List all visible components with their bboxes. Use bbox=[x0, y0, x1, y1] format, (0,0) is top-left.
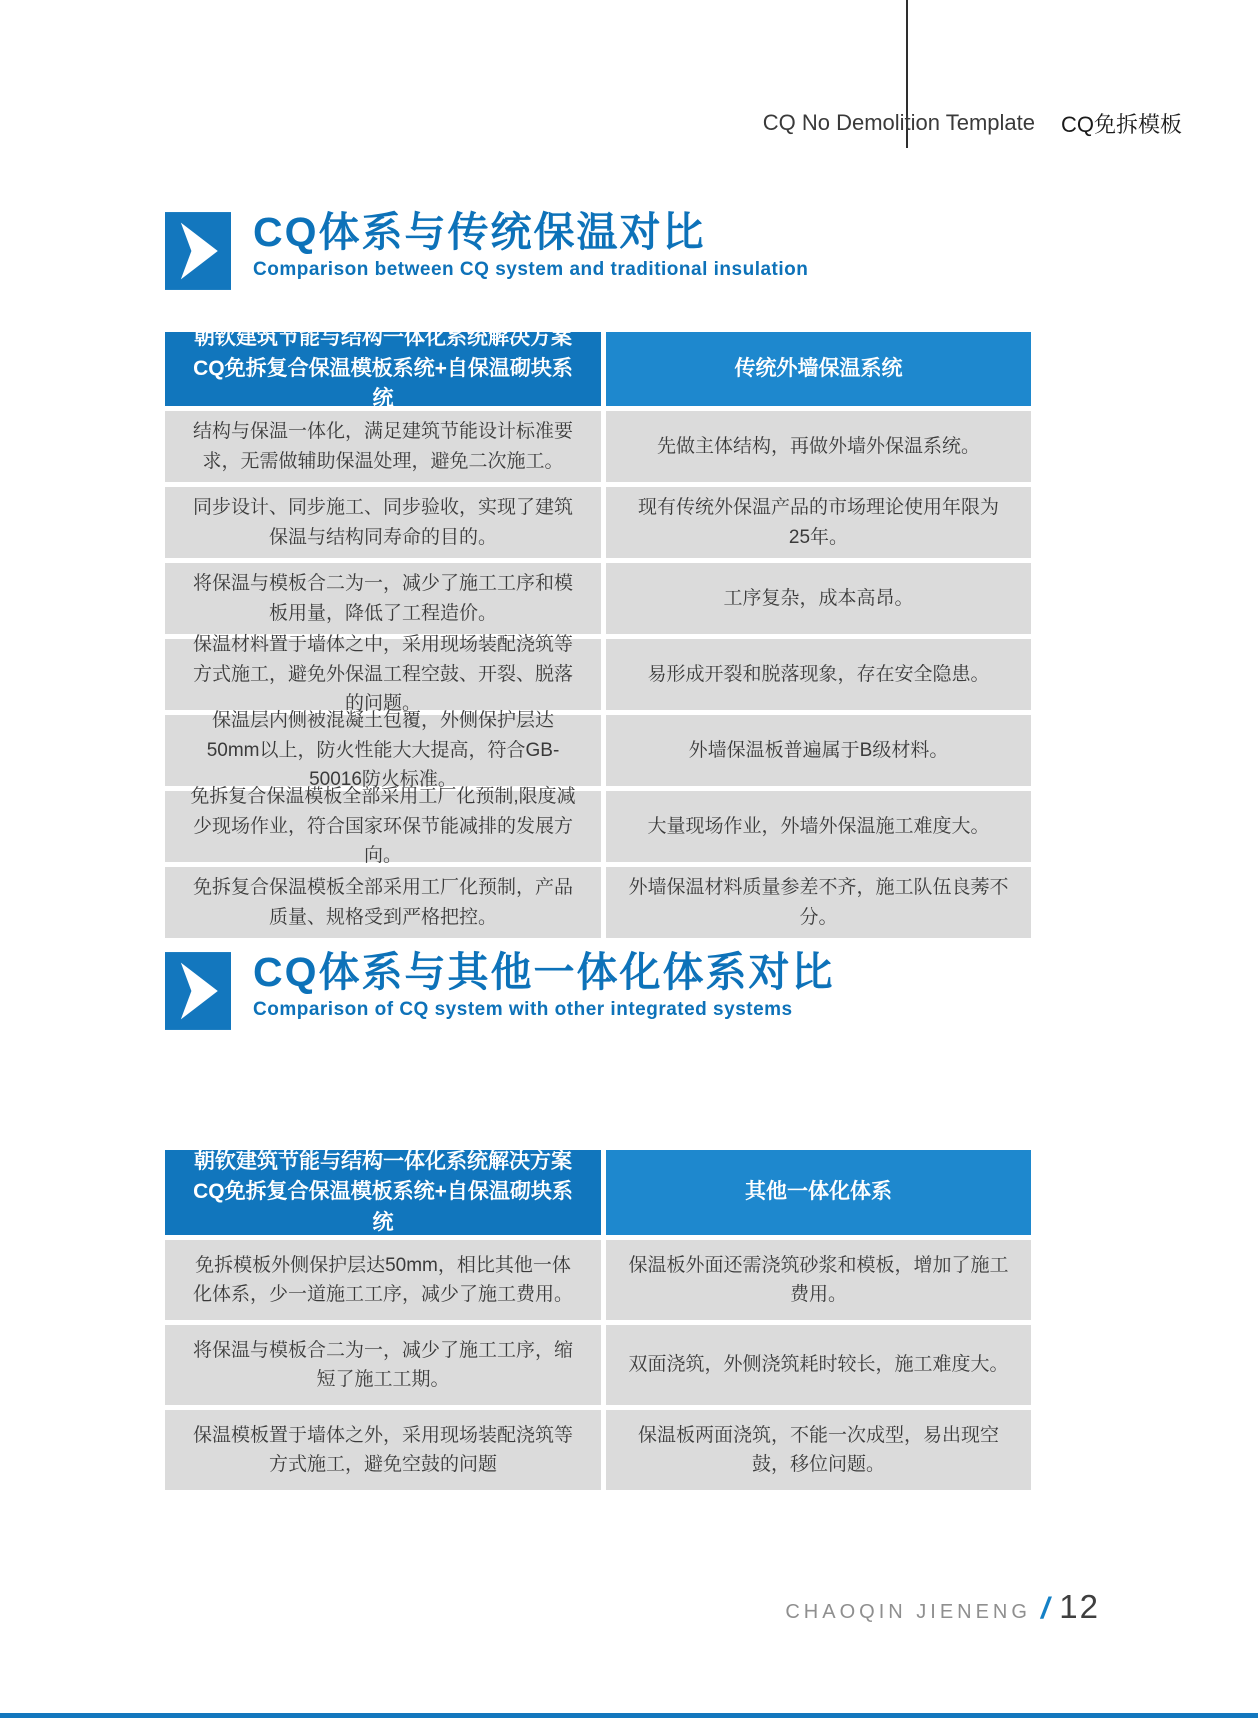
table1-header-traditional: 传统外墙保温系统 bbox=[606, 332, 1031, 406]
section-2-subtitle: Comparison of CQ system with other integrated systems bbox=[253, 999, 793, 1021]
footer-accent-line bbox=[0, 1713, 1258, 1718]
comparison-table-integrated bbox=[165, 1150, 1031, 1490]
table-row-cell: 工序复杂，成本高昂。 bbox=[606, 563, 1031, 634]
table-row-cell: 外墙保温材料质量参差不齐，施工队伍良莠不分。 bbox=[606, 867, 1031, 938]
section-1-heading bbox=[165, 210, 1045, 290]
table2-header-cq bbox=[165, 1150, 601, 1235]
footer-page-number: 12 bbox=[1059, 1588, 1100, 1625]
table-row-cell: 先做主体结构，再做外墙外保温系统。 bbox=[606, 411, 1031, 482]
page-header-english: CQ No Demolition Template bbox=[762, 110, 1035, 135]
table-row-cell: 将保温与模板合二为一，减少了施工工序，缩短了施工工期。 bbox=[165, 1325, 601, 1405]
footer-slash: / bbox=[1040, 1592, 1050, 1625]
table-row-cell: 免拆复合保温模板全部采用工厂化预制，产品质量、规格受到严格把控。 bbox=[165, 867, 601, 938]
section-2-titles bbox=[253, 950, 835, 1021]
table-row-cell: 免拆复合保温模板全部采用工厂化预制,限度减少现场作业，符合国家环保节能减排的发展方向。 bbox=[165, 791, 601, 862]
table-row-cell: 现有传统外保温产品的市场理论使用年限为25年。 bbox=[606, 487, 1031, 558]
footer-brand: CHAOQIN JIENENG bbox=[785, 1601, 1031, 1623]
table-row-cell: 将保温与模板合二为一，减少了施工工序和模板用量，降低了工程造价。 bbox=[165, 563, 601, 634]
section-1-titles bbox=[253, 210, 808, 281]
table1-header-cq-line1: 朝钦建筑节能与结构一体化系统解决方案 bbox=[194, 326, 572, 350]
table-row-cell: 同步设计、同步施工、同步验收，实现了建筑保温与结构同寿命的目的。 bbox=[165, 487, 601, 558]
table1-header-cq bbox=[165, 326, 601, 411]
table-row-cell: 双面浇筑，外侧浇筑耗时较长，施工难度大。 bbox=[606, 1325, 1031, 1405]
table-row-cell: 保温板外面还需浇筑砂浆和模板，增加了施工费用。 bbox=[606, 1240, 1031, 1320]
table-row-cell: 外墙保温板普遍属于B级材料。 bbox=[606, 715, 1031, 786]
table-row-cell: 保温层内侧被混凝土包覆，外侧保护层达50mm以上，防火性能大大提高，符合GB-50016防火标准。 bbox=[165, 715, 601, 786]
table2-header-other: 其他一体化体系 bbox=[606, 1150, 1031, 1235]
table-row-cell: 保温模板置于墙体之外，采用现场装配浇筑等方式施工，避免空鼓的问题 bbox=[165, 1410, 601, 1490]
table-row-cell: 免拆模板外侧保护层达50mm，相比其他一体化体系，少一道施工工序，减少了施工费用。 bbox=[165, 1240, 601, 1320]
table-row-cell: 结构与保温一体化，满足建筑节能设计标准要求，无需做辅助保温处理，避免二次施工。 bbox=[165, 411, 601, 482]
table2-header-cq-line1: 朝钦建筑节能与结构一体化系统解决方案 bbox=[194, 1149, 572, 1173]
table1-header-cq-line2: CQ免拆复合保温模板系统+自保温砌块系统 bbox=[193, 356, 573, 411]
table-row-cell: 大量现场作业，外墙外保温施工难度大。 bbox=[606, 791, 1031, 862]
table2-header-cq-line2: CQ免拆复合保温模板系统+自保温砌块系统 bbox=[193, 1180, 573, 1234]
page-header-chinese: CQ免拆模板 bbox=[1061, 111, 1183, 137]
arrow-icon bbox=[165, 212, 231, 290]
section-2-title: CQ体系与其他一体化体系对比 bbox=[253, 949, 835, 995]
table-row-cell: 保温材料置于墙体之中，采用现场装配浇筑等方式施工，避免外保温工程空鼓、开裂、脱落的问题。 bbox=[165, 639, 601, 710]
comparison-table-traditional bbox=[165, 326, 1031, 938]
section-1-title: CQ体系与传统保温对比 bbox=[253, 209, 706, 255]
table-row-cell: 易形成开裂和脱落现象，存在安全隐患。 bbox=[606, 639, 1031, 710]
section-1-subtitle: Comparison between CQ system and traditional insulation bbox=[253, 259, 809, 281]
page-header bbox=[762, 110, 1183, 137]
arrow-icon bbox=[165, 952, 231, 1030]
page-footer bbox=[785, 1588, 1100, 1626]
section-2-heading bbox=[165, 950, 1045, 1030]
table-row-cell: 保温板两面浇筑，不能一次成型，易出现空鼓，移位问题。 bbox=[606, 1410, 1031, 1490]
